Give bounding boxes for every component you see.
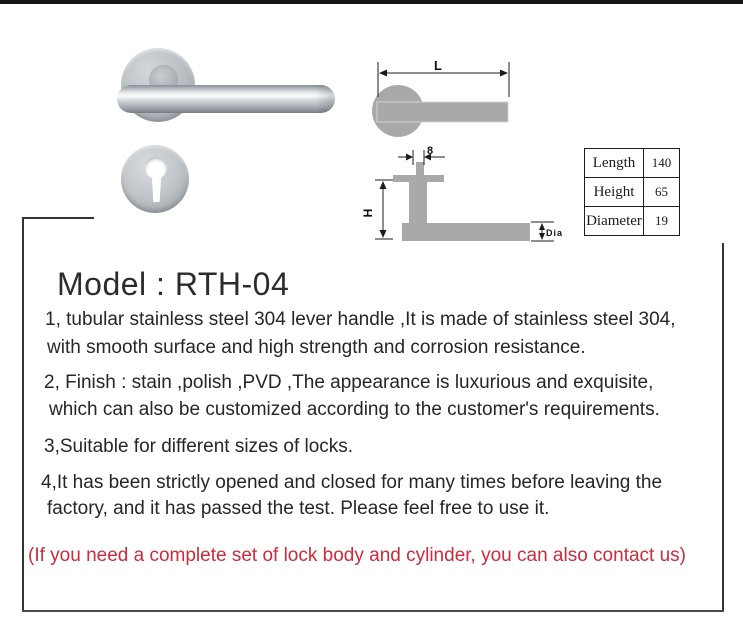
description-line: 1, tubular stainless steel 304 lever handle ,It is made of stainless steel 304, <box>45 309 676 330</box>
contact-note: (If you need a complete set of lock body and cylinder, you can also contact us) <box>28 545 686 566</box>
spec-label: Height <box>585 178 644 207</box>
spec-value: 65 <box>644 178 680 207</box>
spec-table <box>584 148 680 236</box>
drawing-flange <box>393 175 444 182</box>
frame-border-right <box>722 243 724 612</box>
frame-border-left <box>22 217 24 612</box>
spec-value: 140 <box>644 149 680 178</box>
dimension-label-height: H <box>361 208 375 218</box>
drawing-lever-top-view <box>377 102 508 122</box>
frame-border-bottom <box>22 610 724 612</box>
spec-value: 19 <box>644 207 680 236</box>
frame-border-top <box>22 217 94 219</box>
description-line: 4,It has been strictly opened and closed for many times before leaving the <box>41 472 663 493</box>
table-row <box>585 207 680 236</box>
dimension-label-diameter: Dia <box>546 228 564 238</box>
description-line: 2, Finish : stain ,polish ,PVD ,The appearance is luxurious and exquisite, <box>44 372 654 393</box>
drawing-neck <box>409 182 427 223</box>
arrow-up-icon <box>539 223 545 230</box>
top-border-rule <box>0 0 743 4</box>
table-row <box>585 149 680 178</box>
description-line: which can also be customized according to the customer's requirements. <box>49 399 660 420</box>
drawing-spindle <box>416 162 424 175</box>
arrow-up-icon <box>380 181 387 189</box>
arrow-right-icon <box>406 154 413 161</box>
arrow-down-icon <box>380 230 387 238</box>
drawing-lever-side-view <box>402 223 530 241</box>
lever-handle-photo <box>117 85 335 113</box>
arrow-left-icon <box>379 70 387 77</box>
page-title: Model : RTH-04 <box>57 266 290 302</box>
arrow-down-icon <box>539 233 545 240</box>
description-line: factory, and it has passed the test. Please feel free to use it. <box>47 498 550 519</box>
spec-label: Diameter <box>585 207 644 236</box>
dimension-label-spindle: 8 <box>427 145 434 157</box>
dimension-label-length: L <box>434 58 442 73</box>
technical-drawing <box>360 40 580 260</box>
description-line: with smooth surface and high strength and corrosion resistance. <box>47 337 586 358</box>
arrow-right-icon <box>500 70 508 77</box>
description-line: 3,Suitable for different sizes of locks. <box>44 436 354 457</box>
table-row <box>585 178 680 207</box>
spec-label: Length <box>585 149 644 178</box>
